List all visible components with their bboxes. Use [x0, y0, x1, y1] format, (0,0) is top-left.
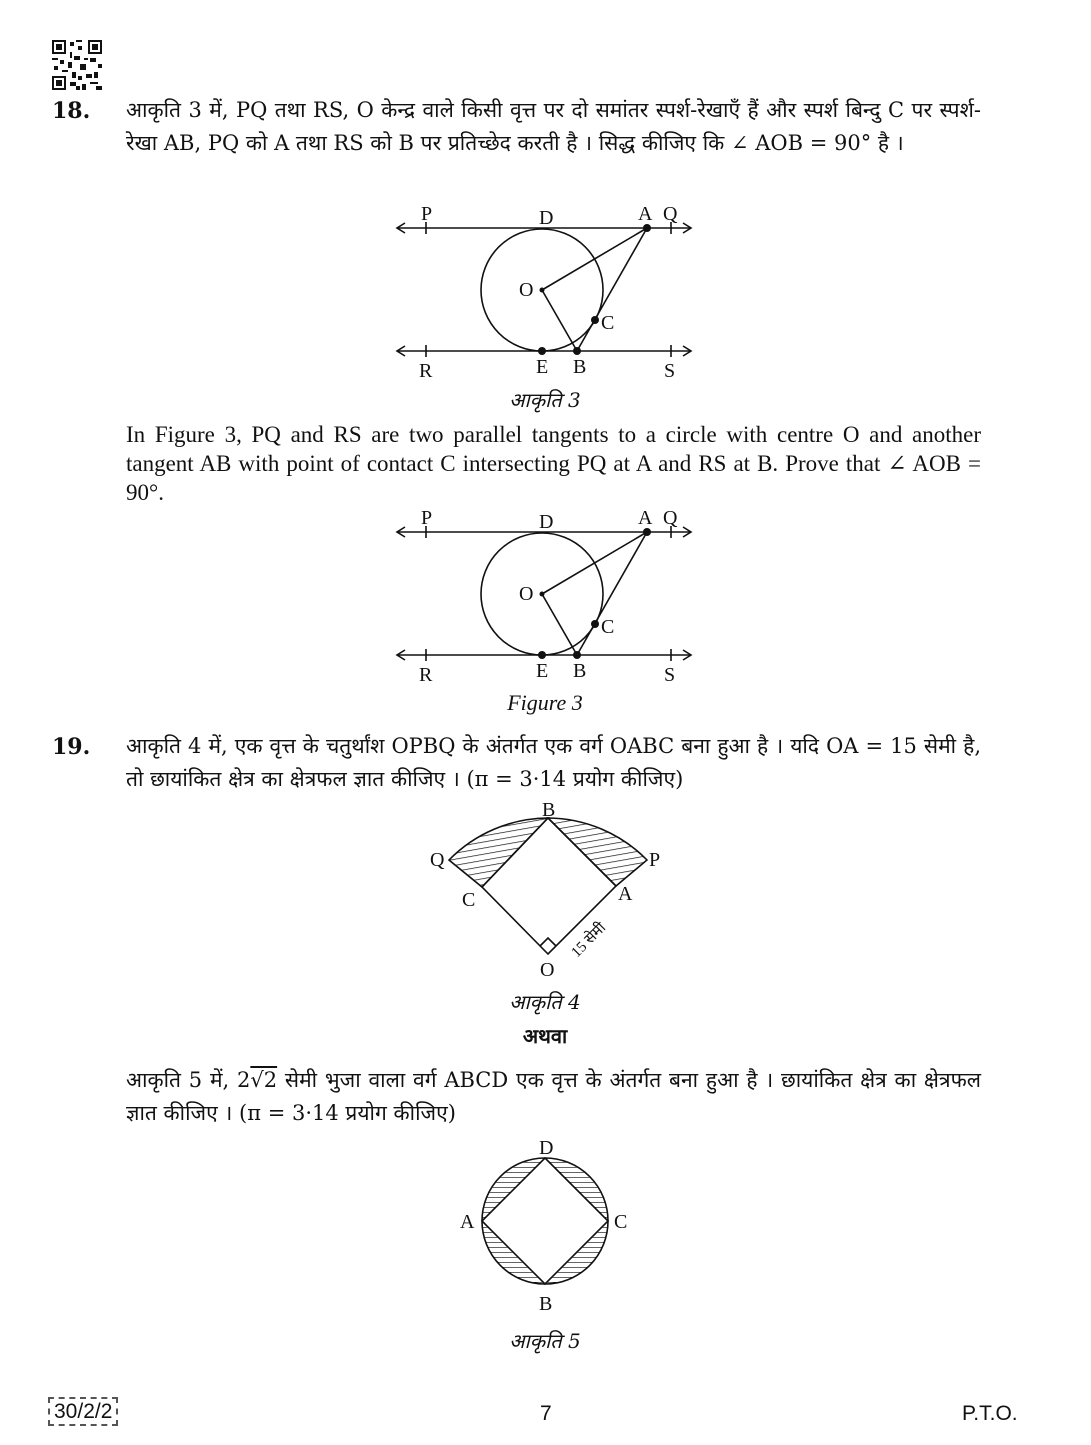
page-number: 7	[540, 1402, 552, 1425]
label-d: D	[539, 511, 554, 533]
label-d: D	[539, 1137, 554, 1159]
label-a: A	[460, 1211, 475, 1233]
label-a: A	[638, 507, 653, 529]
label-b: B	[573, 356, 587, 378]
paper-code: 30/2/2	[48, 1397, 118, 1426]
label-p: P	[421, 507, 433, 529]
question-19-hindi: आकृति 4 में, एक वृत्त के चतुर्थांश OPBQ के अंतर्गत एक वर्ग OABC बना हुआ है । यदि OA = 15 सेमी है, तो छायांकित क्षेत्र का क्षेत्रफल ज्ञात कीजिए । (π = 3·14 प्रयोग कीजिए)	[126, 734, 981, 791]
figure-3-hindi	[385, 200, 705, 385]
figure-5	[450, 1132, 640, 1322]
label-q: Q	[430, 849, 445, 871]
label-o: O	[540, 959, 555, 981]
label-b: B	[573, 660, 587, 682]
figure-3-english-caption: Figure 3	[507, 690, 583, 715]
figure-4	[420, 798, 680, 988]
figure-5-caption: आकृति 5	[509, 1329, 581, 1353]
label-p: P	[421, 203, 433, 225]
qr-code	[52, 40, 102, 90]
question-number: 18.	[52, 98, 91, 124]
alt-text-end: सेमी भुजा वाला वर्ग ABCD एक वृत्त के अंतर्गत बना हुआ है । छायांकित क्षेत्र का क्षेत्रफल ज्ञात कीजिए । (π = 3·14 प्रयोग कीजिए)	[126, 1068, 981, 1125]
figure-3-hindi-caption: आकृति 3	[509, 388, 581, 412]
label-b: B	[542, 799, 556, 821]
root-two: √2	[250, 1068, 278, 1092]
side-length-label: 15 सेमी	[568, 919, 610, 961]
please-turn-over: P.T.O.	[962, 1402, 1018, 1425]
figure-4-caption: आकृति 4	[509, 990, 581, 1014]
question-18-hindi: आकृति 3 में, PQ तथा RS, O केन्द्र वाले किसी वृत्त पर दो समांतर स्पर्श-रेखाएँ हैं और स्पर्श बिन्दु C पर स्पर्श-रेखा AB, PQ को A तथा RS को B पर प्रतिच्छेद करती है । सिद्ध कीजिए कि ∠ AOB = 90° है ।	[126, 98, 981, 155]
label-q: Q	[663, 203, 678, 225]
label-r: R	[419, 360, 433, 382]
label-a: A	[618, 883, 633, 905]
label-b: B	[539, 1293, 553, 1315]
or-separator: अथवा	[522, 1024, 568, 1048]
question-number: 19.	[52, 734, 91, 760]
label-q: Q	[663, 507, 678, 529]
question-18-english: In Figure 3, PQ and RS are two parallel tangents to a circle with centre O and another tangent AB with point of contact C intersecting PQ at A and RS at B. Prove that ∠ AOB = 90°.	[126, 422, 981, 505]
label-a: A	[638, 203, 653, 225]
alt-text-start: आकृति 5 में, 2	[126, 1068, 251, 1092]
label-c: C	[614, 1211, 628, 1233]
label-d: D	[539, 207, 554, 229]
label-c: C	[462, 889, 476, 911]
label-e: E	[536, 660, 549, 682]
label-c: C	[601, 312, 615, 334]
figure-3-english	[385, 504, 705, 689]
question-19-alternative	[126, 1064, 981, 1130]
label-r: R	[419, 664, 433, 686]
label-c: C	[601, 616, 615, 638]
label-s: S	[664, 360, 676, 382]
label-o: O	[519, 583, 534, 605]
label-p: P	[649, 849, 661, 871]
label-s: S	[664, 664, 676, 686]
label-e: E	[536, 356, 549, 378]
label-o: O	[519, 279, 534, 301]
